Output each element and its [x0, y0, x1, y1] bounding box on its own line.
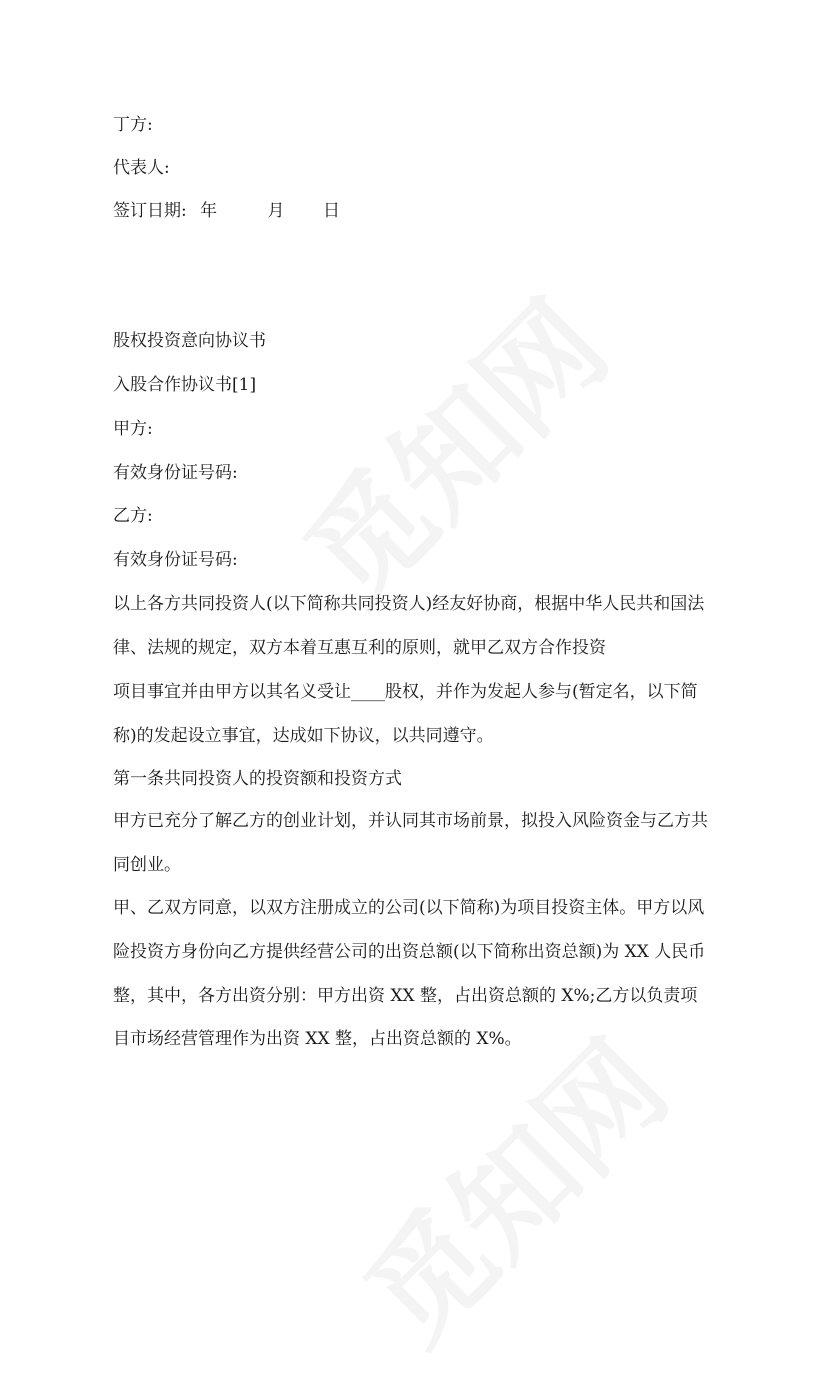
party-b-label: 乙方:	[113, 506, 153, 526]
document-title: 股权投资意向协议书	[113, 331, 266, 351]
article1-p2-line: 目市场经营管理作为出资 XX 整，占出资总额的 X%。	[113, 1029, 522, 1049]
sign-date-line	[113, 199, 340, 223]
party-b-id-label: 有效身份证号码:	[113, 550, 238, 570]
sign-date-label: 签订日期:	[113, 201, 187, 221]
ding-party-label: 丁方:	[113, 115, 153, 135]
watermark	[262, 258, 638, 634]
intro-line: 项目事宜并由甲方以其名义受让____股权，并作为发起人参与(暂定名，以下简	[113, 682, 698, 702]
article1-p2-line: 险投资方身份向乙方提供经营公司的出资总额(以下简称出资总额)为 XX 人民币	[113, 942, 706, 962]
watermark-bottom	[322, 998, 698, 1374]
intro-line: 律、法规的规定，双方本着互惠互利的原则，就甲乙双方合作投资	[113, 638, 606, 658]
party-a-label: 甲方:	[113, 419, 153, 439]
article1-p2-line: 整，其中，各方出资分别：甲方出资 XX 整，占出资总额的 X%;乙方以负责项	[113, 986, 698, 1006]
intro-line: 称)的发起设立事宜，达成如下协议，以共同遵守。	[113, 726, 494, 746]
document-subtitle: 入股合作协议书[1]	[113, 375, 257, 395]
intro-line: 以上各方共同投资人(以下简称共同投资人)经友好协商，根据中华人民共和国法	[113, 594, 705, 614]
date-day: 日	[322, 201, 340, 221]
article1-p1-line: 甲方已充分了解乙方的创业计划，并认同其市场前景，拟投入风险资金与乙方共	[113, 811, 708, 831]
party-a-id-label: 有效身份证号码:	[113, 463, 238, 483]
article1-p2-line: 甲、乙双方同意，以双方注册成立的公司(以下简称)为项目投资主体。甲方以风	[113, 898, 705, 918]
article1-title: 第一条共同投资人的投资额和投资方式	[113, 769, 402, 789]
article1-p1-line: 同创业。	[113, 855, 181, 875]
date-year: 年	[200, 201, 218, 221]
date-month: 月	[267, 201, 285, 221]
representative-label: 代表人:	[113, 158, 170, 178]
